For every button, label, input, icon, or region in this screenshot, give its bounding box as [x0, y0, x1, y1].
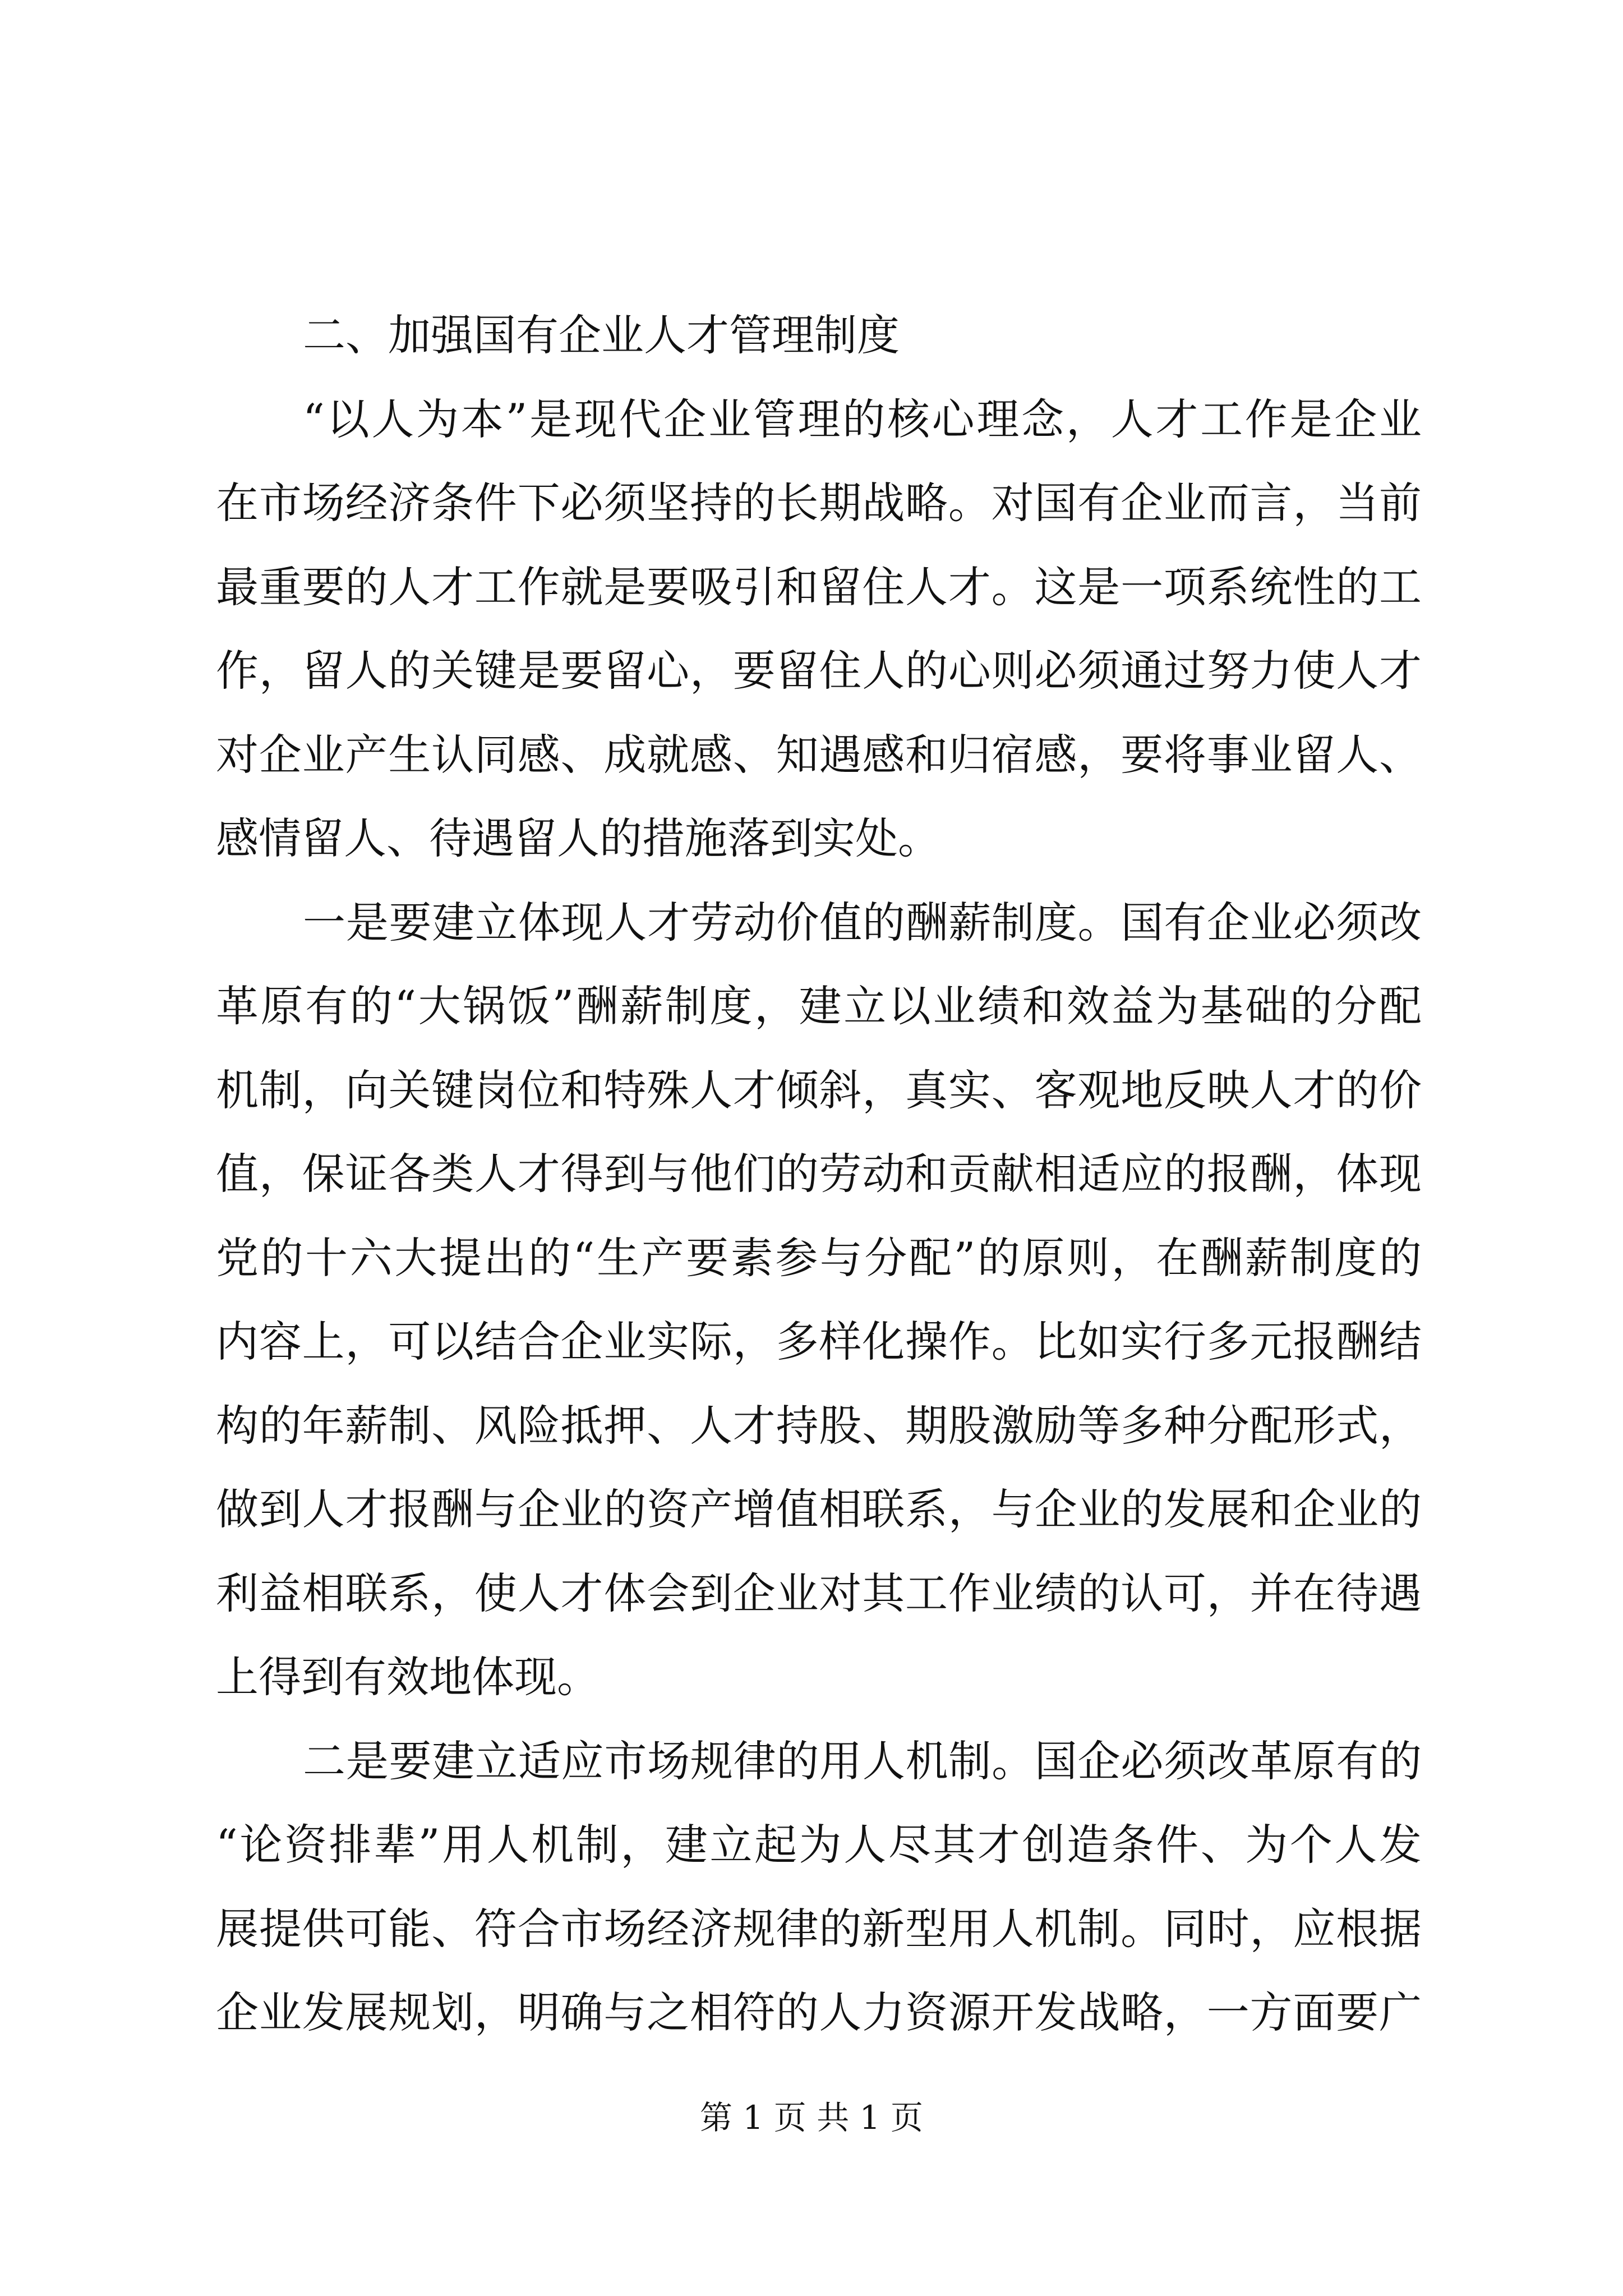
- paragraph-line: “论资排辈”用人机制，建立起为人尽其才创造条件、为个人发: [216, 1820, 1422, 1870]
- paragraph-line: 值，保证各类人才得到与他们的劳动和贡献相适应的报酬，体现: [216, 1149, 1422, 1199]
- paragraph-line: 机制，向关键岗位和特殊人才倾斜，真实、客观地反映人才的价: [216, 1065, 1422, 1115]
- paragraph-line: 利益相联系，使人才体会到企业对其工作业绩的认可，并在待遇: [216, 1568, 1422, 1618]
- paragraph-line: 在市场经济条件下必须坚持的长期战略。对国有企业而言，当前: [216, 478, 1422, 528]
- paragraph-line: 一是要建立体现人才劳动价值的酬薪制度。国有企业必须改: [303, 898, 1422, 947]
- paragraph-line: 二是要建立适应市场规律的用人机制。国企必须改革原有的: [303, 1736, 1422, 1786]
- paragraph-line: “以人为本”是现代企业管理的核心理念，人才工作是企业: [303, 394, 1422, 444]
- paragraph-line: 对企业产生认同感、成就感、知遇感和归宿感，要将事业留人、: [216, 730, 1422, 780]
- paragraph-line: 展提供可能、符合市场经济规律的新型用人机制。同时，应根据: [216, 1904, 1422, 1954]
- section-heading: 二、加强国有企业人才管理制度: [303, 310, 900, 360]
- paragraph-line: 感情留人、待遇留人的措施落到实处。: [216, 813, 940, 863]
- paragraph-line: 最重要的人才工作就是要吸引和留住人才。这是一项系统性的工: [216, 562, 1422, 612]
- paragraph-line: 内容上，可以结合企业实际，多样化操作。比如实行多元报酬结: [216, 1317, 1422, 1366]
- paragraph-line: 构的年薪制、风险抵押、人才持股、期股激励等多种分配形式，: [216, 1401, 1422, 1451]
- paragraph-line: 企业发展规划，明确与之相符的人力资源开发战略，一方面要广: [216, 1987, 1422, 2037]
- paragraph-line: 上得到有效地体现。: [216, 1652, 600, 1702]
- paragraph-line: 做到人才报酬与企业的资产增值相联系，与企业的发展和企业的: [216, 1484, 1422, 1534]
- paragraph-line: 革原有的“大锅饭”酬薪制度，建立以业绩和效益为基础的分配: [216, 981, 1422, 1031]
- paragraph-line: 作，留人的关键是要留心，要留住人的心则必须通过努力使人才: [216, 646, 1422, 696]
- page-footer: 第 1 页 共 1 页: [700, 2099, 923, 2137]
- paragraph-line: 党的十六大提出的“生产要素参与分配”的原则，在酬薪制度的: [216, 1233, 1422, 1283]
